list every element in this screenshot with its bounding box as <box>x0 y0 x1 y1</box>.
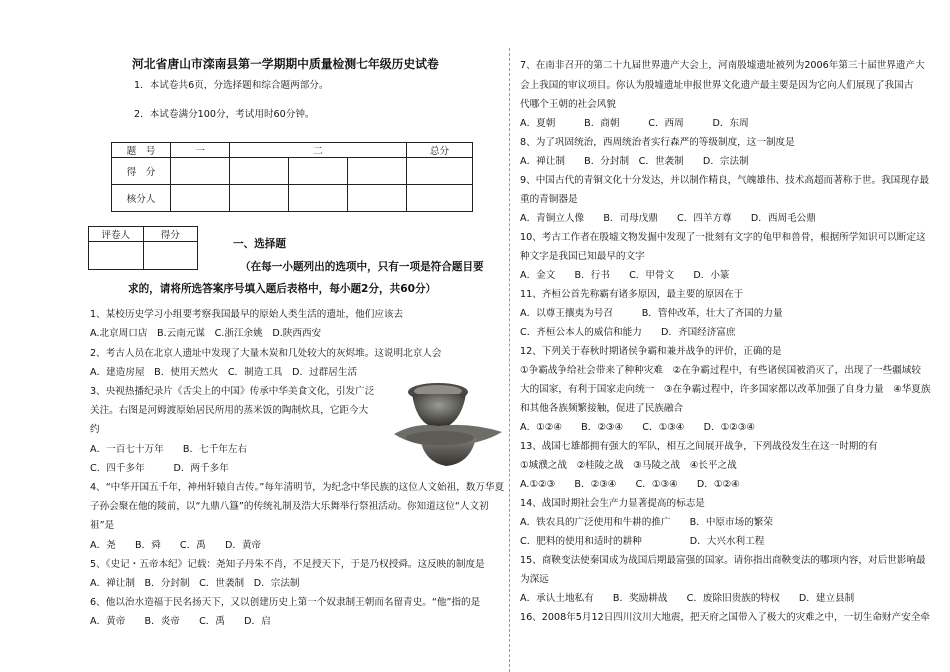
question-line: 6、他以治水造福于民名扬天下，又以创建历史上第一个奴隶制王朝而名留青史。“他”指的是 <box>90 597 481 608</box>
question-line: 子孙会聚在他的陵前，以“九鼎八簋”的传统礼制及浩大乐舞举行祭祖活动。你知道这位“人文初 <box>90 501 489 512</box>
option-line: A．一百七十万年 B．七千年左右 <box>90 444 248 455</box>
exam-title: 河北省唐山市滦南县第一学期期中质量检测七年级历史试卷 <box>132 57 439 71</box>
note-line: 1．本试卷共6页，分选择题和综合题两部分。 <box>134 80 329 91</box>
option-line: A．铁农具的广泛使用和牛耕的推广 B．中原市场的繁荣 <box>520 517 773 528</box>
score-cell <box>348 185 407 212</box>
option-line: C．四千多年 D．两千多年 <box>90 463 229 474</box>
option-line: A.①②③ B．②③④ C．①③④ D．①②④ <box>520 479 740 490</box>
grader-cell <box>89 242 144 270</box>
question-line: 1、某校历史学习小组要考察我国最早的原始人类生活的遗址，他们应该去 <box>90 309 404 320</box>
option-line: A.北京周口店 B.云南元谋 C.浙江余姚 D.陕西西安 <box>90 328 322 339</box>
option-line: A．禅让制 B．分封制 C．世袭制 D．宗法制 <box>520 156 749 167</box>
question-line: 重的青铜器是 <box>520 194 578 205</box>
score-table-header: 二 <box>230 143 407 158</box>
score-cell <box>171 158 230 185</box>
question-line: 和其他各族频繁接触，促进了民族融合 <box>520 403 684 414</box>
score-table-row-label: 核分人 <box>112 185 171 212</box>
score-cell <box>289 158 348 185</box>
question-line: 代哪个王朝的社会风貌 <box>520 99 616 110</box>
score-cell <box>348 158 407 185</box>
option-line: A．青铜立人像 B．司母戊鼎 C．四羊方尊 D．西周毛公鼎 <box>520 213 816 224</box>
question-line: 祖”是 <box>90 520 115 531</box>
grader-header: 得分 <box>143 227 198 242</box>
column-divider <box>509 48 510 672</box>
question-line: 12、下列关于春秋时期诸侯争霸和兼并战争的评价，正确的是 <box>520 346 782 357</box>
score-cell <box>171 185 230 212</box>
question-line: 8、为了巩固统治，西周统治者实行森严的等级制度，这一制度是 <box>520 137 795 148</box>
question-line: 2、考古人员在北京人遗址中发现了大量木炭和几处较大的灰烬堆。这说明北京人会 <box>90 348 442 359</box>
grader-cell <box>143 242 198 270</box>
section-heading: 一、选择题 <box>233 238 286 250</box>
score-cell <box>289 185 348 212</box>
option-line: A．夏朝 B．商朝 C．西周 D．东周 <box>520 118 749 129</box>
question-line: 9、中国古代的青铜文化十分发达，并以制作精良，气魄雄伟、技术高超而著称于世。我国现存最 <box>520 175 930 186</box>
score-cell <box>230 158 289 185</box>
score-table-header: 一 <box>171 143 230 158</box>
grader-table <box>88 226 198 270</box>
question-line: 4、“中华开国五千年，神州轩辕自古传。”每年清明节，为纪念中华民族的这位人文始祖，数万华夏 <box>90 482 505 493</box>
question-line: 会上我国的审议项目。你认为殷墟遗址申报世界文化遗产最主要是因为它向人们展现了我国古 <box>520 80 914 91</box>
score-cell <box>230 185 289 212</box>
pottery-steamer-image <box>386 378 506 470</box>
grader-header: 评卷人 <box>89 227 144 242</box>
question-line: 7、在南非召开的第二十九届世界遗产大会上，河南殷墟遗址被列为2006年第三十届世界遗产大 <box>520 60 925 71</box>
question-line: 种文字是我国已知最早的文字 <box>520 251 645 262</box>
option-line: A．承认土地私有 B．奖励耕战 C．废除旧贵族的特权 D．建立县制 <box>520 593 855 604</box>
question-line: 15、商鞅变法使秦国成为战国后期最富强的国家。请你指出商鞅变法的哪项内容，对后世影响最 <box>520 555 926 566</box>
note-line: 2．本试卷满分100分，考试用时60分钟。 <box>134 109 315 120</box>
option-line: C．肥料的使用和适时的耕种 D．大兴水利工程 <box>520 536 765 547</box>
score-cell <box>407 158 473 185</box>
question-line: 5、《史记・五帝本纪》记载：尧知子丹朱不肖，不足授天下，于是乃权授舜。这反映的制度是 <box>90 559 485 570</box>
option-line: A．黄帝 B．炎帝 C．禹 D．启 <box>90 616 271 627</box>
option-line: A．金文 B．行书 C．甲骨文 D．小篆 <box>520 270 730 281</box>
question-line: 约 <box>90 424 100 435</box>
section-instruction: 求的，请将所选答案序号填入题后表格中，每小题2分，共60分） <box>128 283 437 295</box>
question-line: 10、考古工作者在殷墟文物发掘中发现了一批刻有文字的龟甲和兽骨，根据所学知识可以断定这 <box>520 232 926 243</box>
question-line: 3、央视热播纪录片《舌尖上的中国》传承中华美食文化，引发广泛 <box>90 386 375 397</box>
score-table-header: 题 号 <box>112 143 171 158</box>
question-line: 16、2008年5月12日四川汶川大地震，把天府之国带入了极大的灾难之中，一切生命财产安全牵 <box>520 612 930 623</box>
question-line: 为深远 <box>520 574 549 585</box>
question-line: ①争霸战争给社会带来了种种灾难 ②在争霸过程中，有些诸侯国被消灭了，出现了一些疆域较 <box>520 365 921 376</box>
score-cell <box>407 185 473 212</box>
option-line: A．禅让制 B．分封制 C．世袭制 D．宗法制 <box>90 578 300 589</box>
question-line: ①城濮之战 ②桂陵之战 ③马陵之战 ④长平之战 <box>520 460 737 471</box>
option-line: A．尧 B．舜 C．禹 D．黄帝 <box>90 540 262 551</box>
score-table-row-label: 得 分 <box>112 158 171 185</box>
question-line: 14、战国时期社会生产力显著提高的标志是 <box>520 498 705 509</box>
score-table <box>111 142 473 212</box>
option-line: A．以尊王攘夷为号召 B．管仲改革，壮大了齐国的力量 <box>520 308 783 319</box>
question-line: 13、战国七雄都拥有强大的军队，相互之间展开战争，下列战役发生在这一时期的有 <box>520 441 878 452</box>
option-line: C．齐桓公本人的威信和能力 D．齐国经济富庶 <box>520 327 736 338</box>
question-line: 关注。右图是河姆渡原始居民所用的蒸米饭的陶制炊具，它距今大 <box>90 405 369 416</box>
option-line: A．①②④ B．②③④ C．①③④ D．①②③④ <box>520 422 755 433</box>
question-line: 11、齐桓公首先称霸有诸多原因，最主要的原因在于 <box>520 289 744 300</box>
section-instruction: （在每一小题列出的选项中，只有一项是符合题目要 <box>240 261 484 273</box>
question-line: 大的国家，有利于国家走向统一 ③在争霸过程中，许多国家都以改革加强了自身力量 ④华夏族 <box>520 384 931 395</box>
score-table-header: 总分 <box>407 143 473 158</box>
option-line: A．建造房屋 B．使用天然火 C．制造工具 D．过群居生活 <box>90 367 358 378</box>
